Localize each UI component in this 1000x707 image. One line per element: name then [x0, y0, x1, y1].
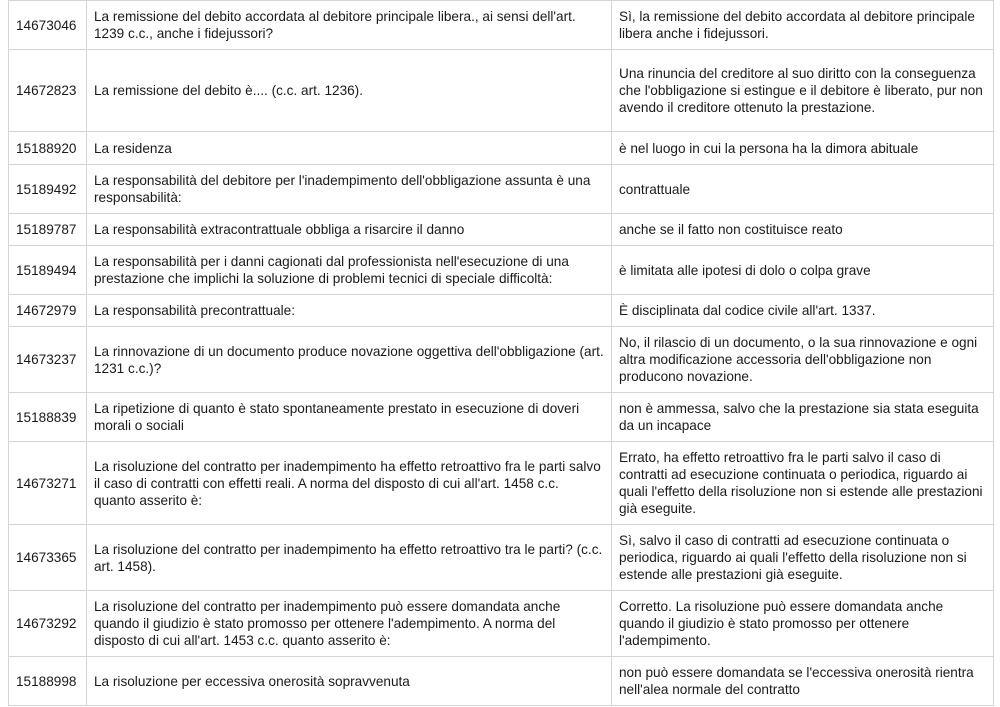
row-id: 15189787 — [9, 214, 87, 246]
row-question: La risoluzione del contratto per inadempimento ha effetto retroattivo fra le parti salvo il caso di contratti con effetti reali. A norma del disposto di cui all'art. 1458 c.c. quanto asserito è: — [87, 442, 612, 525]
row-id: 14673365 — [9, 525, 87, 591]
row-answer: Corretto. La risoluzione può essere domandata anche quando il giudizio è stato promosso per ottenere l'adempimento. — [612, 591, 994, 657]
row-question: La responsabilità per i danni cagionati dal professionista nell'esecuzione di una prestazione che implichi la soluzione di problemi tecnici di speciale difficoltà: — [87, 246, 612, 295]
row-question: La remissione del debito accordata al debitore principale libera., ai sensi dell'art. 1239 c.c., anche i fidejussori? — [87, 1, 612, 50]
row-answer: anche se il fatto non costituisce reato — [612, 214, 994, 246]
table-row — [9, 165, 994, 214]
row-answer: Una rinuncia del creditore al suo diritto con la conseguenza che l'obbligazione si estingue e il debitore è liberato, pur non avendo il creditore ottenuto la prestazione. — [612, 50, 994, 132]
row-question: La risoluzione del contratto per inadempimento ha effetto retroattivo tra le parti? (c.c. art. 1458). — [87, 525, 612, 591]
table-row — [9, 295, 994, 327]
table-row — [9, 214, 994, 246]
qa-table-body — [9, 1, 994, 706]
table-row — [9, 393, 994, 442]
row-answer: No, il rilascio di un documento, o la sua rinnovazione e ogni altra modificazione accessoria dell'obbligazione non producono novazione. — [612, 327, 994, 393]
row-answer: Errato, ha effetto retroattivo fra le parti salvo il caso di contratti ad esecuzione continuata o periodica, riguardo ai quali l'effetto della risoluzione non si estende alle prestazioni già eseguite. — [612, 442, 994, 525]
row-question: La responsabilità extracontrattuale obbliga a risarcire il danno — [87, 214, 612, 246]
row-question: La risoluzione per eccessiva onerosità sopravvenuta — [87, 657, 612, 706]
row-answer: contrattuale — [612, 165, 994, 214]
row-question: La responsabilità precontrattuale: — [87, 295, 612, 327]
table-row — [9, 246, 994, 295]
row-id: 15189492 — [9, 165, 87, 214]
table-row — [9, 525, 994, 591]
row-answer: Sì, salvo il caso di contratti ad esecuzione continuata o periodica, riguardo ai quali l'effetto della risoluzione non si estende alle prestazioni già eseguite. — [612, 525, 994, 591]
row-id: 15188998 — [9, 657, 87, 706]
row-id: 14672979 — [9, 295, 87, 327]
row-question: La responsabilità del debitore per l'inadempimento dell'obbligazione assunta è una responsabilità: — [87, 165, 612, 214]
row-id: 14673046 — [9, 1, 87, 50]
row-question: La rinnovazione di un documento produce novazione oggettiva dell'obbligazione (art. 1231 c.c.)? — [87, 327, 612, 393]
row-id: 14673292 — [9, 591, 87, 657]
row-id: 15188839 — [9, 393, 87, 442]
table-row — [9, 132, 994, 165]
row-answer: è limitata alle ipotesi di dolo o colpa grave — [612, 246, 994, 295]
table-row — [9, 1, 994, 50]
row-answer: È disciplinata dal codice civile all'art. 1337. — [612, 295, 994, 327]
row-answer: è nel luogo in cui la persona ha la dimora abituale — [612, 132, 994, 165]
qa-table — [8, 0, 994, 706]
row-id: 14673237 — [9, 327, 87, 393]
table-row — [9, 327, 994, 393]
table-row — [9, 50, 994, 132]
row-id: 15189494 — [9, 246, 87, 295]
table-row — [9, 442, 994, 525]
row-id: 14672823 — [9, 50, 87, 132]
row-question: La risoluzione del contratto per inadempimento può essere domandata anche quando il giudizio è stato promosso per ottenere l'adempimento. A norma del disposto di cui all'art. 1453 c.c. quanto asserito è: — [87, 591, 612, 657]
table-row — [9, 591, 994, 657]
row-question: La ripetizione di quanto è stato spontaneamente prestato in esecuzione di doveri morali o sociali — [87, 393, 612, 442]
row-question: La residenza — [87, 132, 612, 165]
row-id: 14673271 — [9, 442, 87, 525]
row-answer: non è ammessa, salvo che la prestazione sia stata eseguita da un incapace — [612, 393, 994, 442]
row-answer: non può essere domandata se l'eccessiva onerosità rientra nell'alea normale del contratto — [612, 657, 994, 706]
row-answer: Sì, la remissione del debito accordata al debitore principale libera anche i fidejussori. — [612, 1, 994, 50]
row-question: La remissione del debito è.... (c.c. art. 1236). — [87, 50, 612, 132]
table-row — [9, 657, 994, 706]
row-id: 15188920 — [9, 132, 87, 165]
